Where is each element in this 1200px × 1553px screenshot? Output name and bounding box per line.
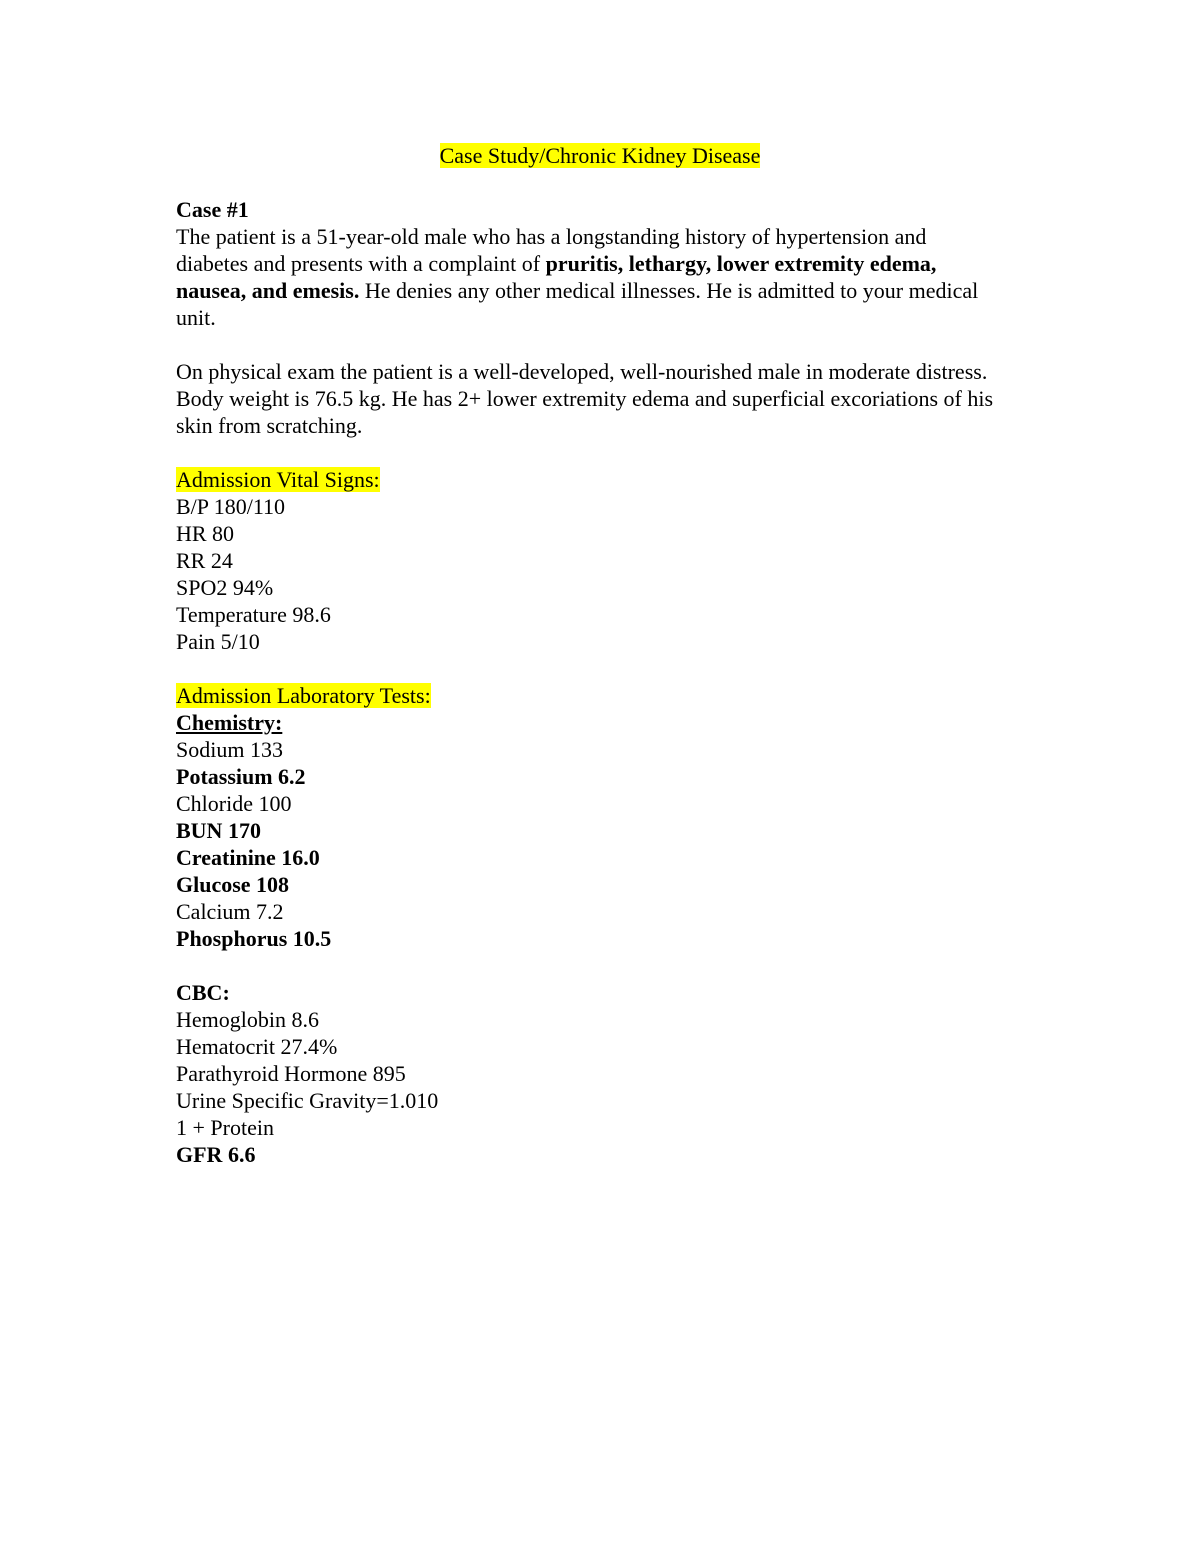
cbc-item: GFR 6.6: [176, 1142, 256, 1167]
labs-heading-line: [176, 682, 1016, 709]
physical-exam-paragraph: On physical exam the patient is a well-developed, well-nourished male in moderate distress. Body weight is 76.5 kg. He has 2+ lower extremity edema and superficial excoriations of his skin from scratching.: [176, 359, 994, 438]
chemistry-list: [176, 736, 1016, 952]
spacer: [176, 169, 1016, 196]
chemistry-item: Phosphorus 10.5: [176, 926, 332, 951]
case-heading: Case #1: [176, 197, 249, 222]
vital-item: RR 24: [176, 548, 233, 573]
vitals-heading-line: [176, 466, 1016, 493]
spacer: [176, 331, 1016, 358]
chemistry-item: Chloride 100: [176, 791, 292, 816]
cbc-item: 1 + Protein: [176, 1115, 274, 1140]
vitals-heading: Admission Vital Signs:: [176, 467, 380, 492]
case-intro: [176, 223, 996, 331]
spacer: [176, 655, 1016, 682]
document-page: [176, 142, 1016, 1168]
case-intro-symptoms: pruritis, lethargy, lower extremity edema, nausea, and emesis.: [176, 251, 937, 303]
chemistry-item: Sodium 133: [176, 737, 283, 762]
cbc-list: [176, 1006, 1016, 1168]
title-line: [176, 142, 1024, 169]
vital-item: B/P 180/110: [176, 494, 286, 519]
chemistry-item: Calcium 7.2: [176, 899, 284, 924]
chemistry-item: Potassium 6.2: [176, 764, 306, 789]
case-intro-text-2: He denies any other medical illnesses. He is admitted to your medical unit.: [176, 278, 979, 330]
cbc-item: Hematocrit 27.4%: [176, 1034, 338, 1059]
vital-item: Temperature 98.6: [176, 602, 331, 627]
cbc-heading: CBC:: [176, 980, 230, 1005]
spacer: [176, 439, 1016, 466]
chemistry-heading: Chemistry:: [176, 710, 283, 735]
document-title: Case Study/Chronic Kidney Disease: [439, 143, 761, 168]
cbc-item: Parathyroid Hormone 895: [176, 1061, 406, 1086]
spacer: [176, 952, 1016, 979]
cbc-item: Hemoglobin 8.6: [176, 1007, 319, 1032]
chemistry-item: Creatinine 16.0: [176, 845, 320, 870]
vital-item: HR 80: [176, 521, 235, 546]
chemistry-item: BUN 170: [176, 818, 261, 843]
cbc-item: Urine Specific Gravity=1.010: [176, 1088, 439, 1113]
chemistry-item: Glucose 108: [176, 872, 290, 897]
vital-item: SPO2 94%: [176, 575, 274, 600]
labs-heading: Admission Laboratory Tests:: [176, 683, 431, 708]
case-intro-text-1: The patient is a 51-year-old male who has a longstanding history of hypertension and diabetes and presents with a complaint of: [176, 224, 927, 276]
vital-item: Pain 5/10: [176, 629, 260, 654]
